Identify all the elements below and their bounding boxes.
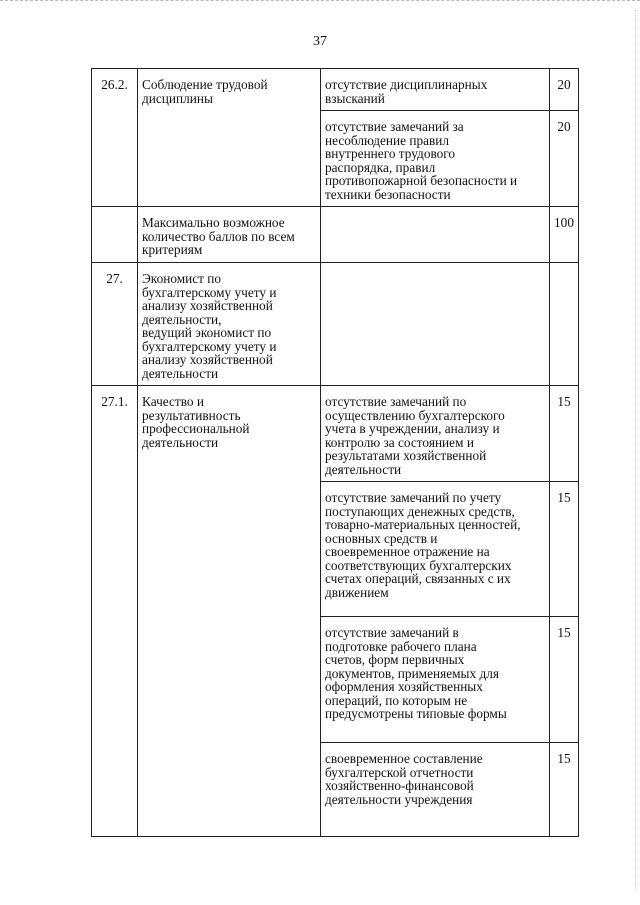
row-number: 26.2. (92, 69, 138, 207)
score: 20 (550, 69, 579, 111)
position-name: Соблюдение трудовой дисциплины (138, 69, 321, 207)
score: 20 (550, 111, 579, 207)
row-number: 27.1. (92, 386, 138, 837)
table-row (92, 263, 579, 386)
criterion: отсутствие замечаний в подготовке рабочего плана счетов, форм первичных документов, применяемых для оформления хозяйственных операций, по которым не предусмотрены типовые формы (321, 617, 550, 743)
position-name: Максимально возможное количество баллов по всем критериям (138, 207, 321, 263)
table-row (92, 207, 579, 263)
criterion (321, 263, 550, 386)
row-number: 27. (92, 263, 138, 386)
page-number: 37 (313, 34, 327, 49)
score (550, 263, 579, 386)
row-number (92, 207, 138, 263)
criterion: отсутствие замечаний по учету поступающих денежных средств, товарно-материальных ценностей, основных средств и своевременное отражение на соответствующих бухгалтерских счетах операций, связанных с их движением (321, 482, 550, 617)
position-name: Качество и результативность профессиональной деятельности (138, 386, 321, 837)
criterion: отсутствие замечаний за несоблюдение правил внутреннего трудового распорядка, правил противопожарной безопасности и техники безопасности (321, 111, 550, 207)
criterion: отсутствие замечаний по осуществлению бухгалтерского учета в учреждении, анализу и контролю за состоянием и результатами хозяйственной деятельности (321, 386, 550, 482)
score: 15 (550, 482, 579, 617)
criteria-table (91, 68, 579, 837)
criterion: отсутствие дисциплинарных взысканий (321, 69, 550, 111)
position-name: Экономист по бухгалтерскому учету и анализу хозяйственной деятельности, ведущий экономист по бухгалтерскому учету и анализу хозяйственной деятельности (138, 263, 321, 386)
scan-edge-top (0, 0, 640, 4)
score: 15 (550, 743, 579, 837)
criterion: своевременное составление бухгалтерской отчетности хозяйственно-финансовой деятельности учреждения (321, 743, 550, 837)
criterion (321, 207, 550, 263)
score: 15 (550, 386, 579, 482)
table-row (92, 386, 579, 482)
table-row (92, 69, 579, 111)
score: 100 (550, 207, 579, 263)
scan-edge-right (634, 10, 636, 890)
score: 15 (550, 617, 579, 743)
